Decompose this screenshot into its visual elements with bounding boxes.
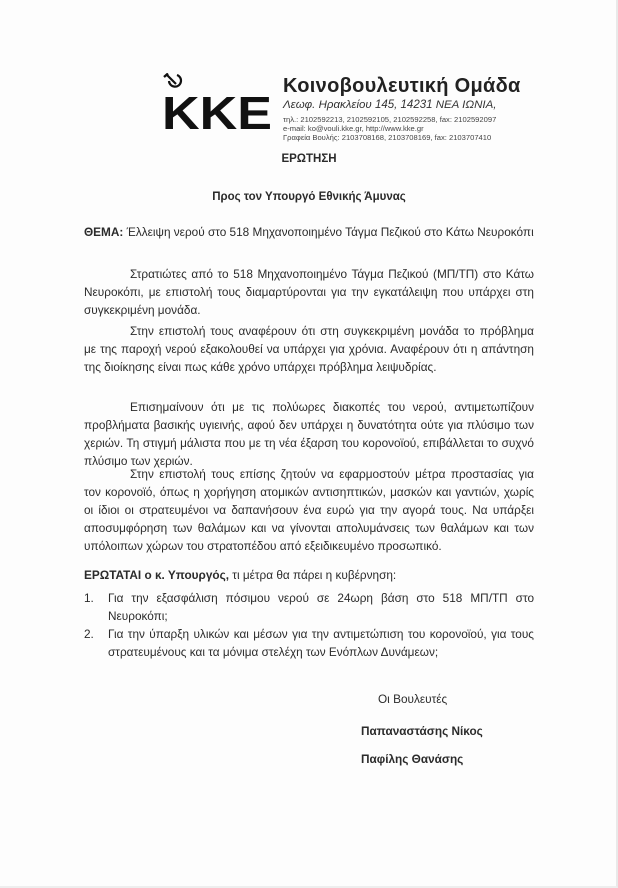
subject-label: ΘΕΜΑ: xyxy=(84,225,124,239)
paragraph: Στην επιστολή τους επίσης ζητούν να εφαρμοστούν μέτρα προστασίας για τον κορονοϊό, όπως η χορήγηση ατομικών αντισηπτικών, μασκών και γαντιών, χωρίς οι ίδιοι οι στρατευμένοι να δαπανήσουν ένα ευρώ για την αγορά τους. Να υπάρξει αποσυμφόρηση των θαλάμων και να γίνονται απολυμάνσεις των θαλάμων και των υπόλοιπων χώρων του στρατοπέδου από εξειδικευμένο προσωπικό. xyxy=(84,467,534,553)
recipient: Προς τον Υπουργό Εθνικής Άμυνας xyxy=(212,191,406,203)
paragraph: Στην επιστολή τους αναφέρουν ότι στη συγκεκριμένη μονάδα το πρόβλημα με της παροχή νερού εξακολουθεί να υπάρχει για χρόνια. Αναφέρουν ότι η απάντηση της διοίκησης είναι πως κάθε χρόνο υπάρχει πρόβλημα λειψυδρίας. xyxy=(84,324,534,374)
subject-text: Έλλειψη νερού στο 518 Μηχανοποιημένο Τάγμα Πεζικού στο Κάτω Νευροκόπι xyxy=(126,225,534,239)
question-text: Για την εξασφάλιση πόσιμου νερού σε 24ωρη βάση στο 518 ΜΠ/ΤΠ στο Νευροκόπι; xyxy=(108,591,534,623)
phone-numbers: τηλ.: 2102592213, 2102592105, 2102592258, fax: 2102592097 xyxy=(283,115,497,124)
question-intro-text: τι μέτρα θα πάρει η κυβέρνηση: xyxy=(229,568,397,582)
signatory-name: Παπαναστάσης Νίκος xyxy=(361,724,483,738)
kke-logo xyxy=(161,73,273,132)
subject xyxy=(84,224,534,241)
signatory-name: Παφίλης Θανάσης xyxy=(361,752,464,766)
hammer-sickle-icon xyxy=(164,74,181,87)
paragraph: Επισημαίνουν ότι με τις πολύωρες διακοπές του νερού, αντιμετωπίζουν προβλήματα βασικής υγιεινής, αφού δεν υπάρχει η δυνατότητα ούτε για πλύσιμο των χεριών. Τη στιγμή μάλιστα που με τη νέα έξαρση του κορονοϊού, επιβάλλεται το συχνό πλύσιμο των χεριών. xyxy=(84,400,534,468)
email-website: e-mail: ko@vouli.kke.gr, http://www.kke.gr xyxy=(283,124,424,133)
question-number: 1. xyxy=(84,591,94,605)
signature-label: Οι Βουλευτές xyxy=(378,692,448,706)
document-type: ΕΡΩΤΗΣΗ xyxy=(281,153,337,165)
organization-address: Λεωφ. Ηρακλείου 145, 14231 ΝΕΑ ΙΩΝΙΑ, xyxy=(283,99,497,111)
organization-name: Κοινοβουλευτική Ομάδα xyxy=(283,75,521,97)
question-intro-label: ΕΡΩΤΑΤΑΙ ο κ. Υπουργός, xyxy=(84,568,229,582)
question-number: 2. xyxy=(84,627,94,641)
parliament-offices: Γραφεία Βουλής: 2103708168, 2103708169, fax: 2103707410 xyxy=(283,133,492,142)
question-text: Για την ύπαρξη υλικών και μέσων για την αντιμετώπιση του κορονοϊού, για τους στρατευμένους και τα μόνιμα στελέχη των Ενόπλων Δυνάμεων; xyxy=(108,627,534,659)
paragraph: Στρατιώτες από το 518 Μηχανοποιημένο Τάγμα Πεζικού (ΜΠ/ΤΠ) στο Κάτω Νευροκόπι, με επιστολή τους διαμαρτύρονται για την εγκατάλειψη που υπάρχει στη συγκεκριμένη μονάδα. xyxy=(84,267,534,317)
logo-text: KKE xyxy=(162,87,272,132)
question-item xyxy=(84,589,534,625)
question-item xyxy=(84,625,534,661)
question-intro xyxy=(84,566,534,584)
